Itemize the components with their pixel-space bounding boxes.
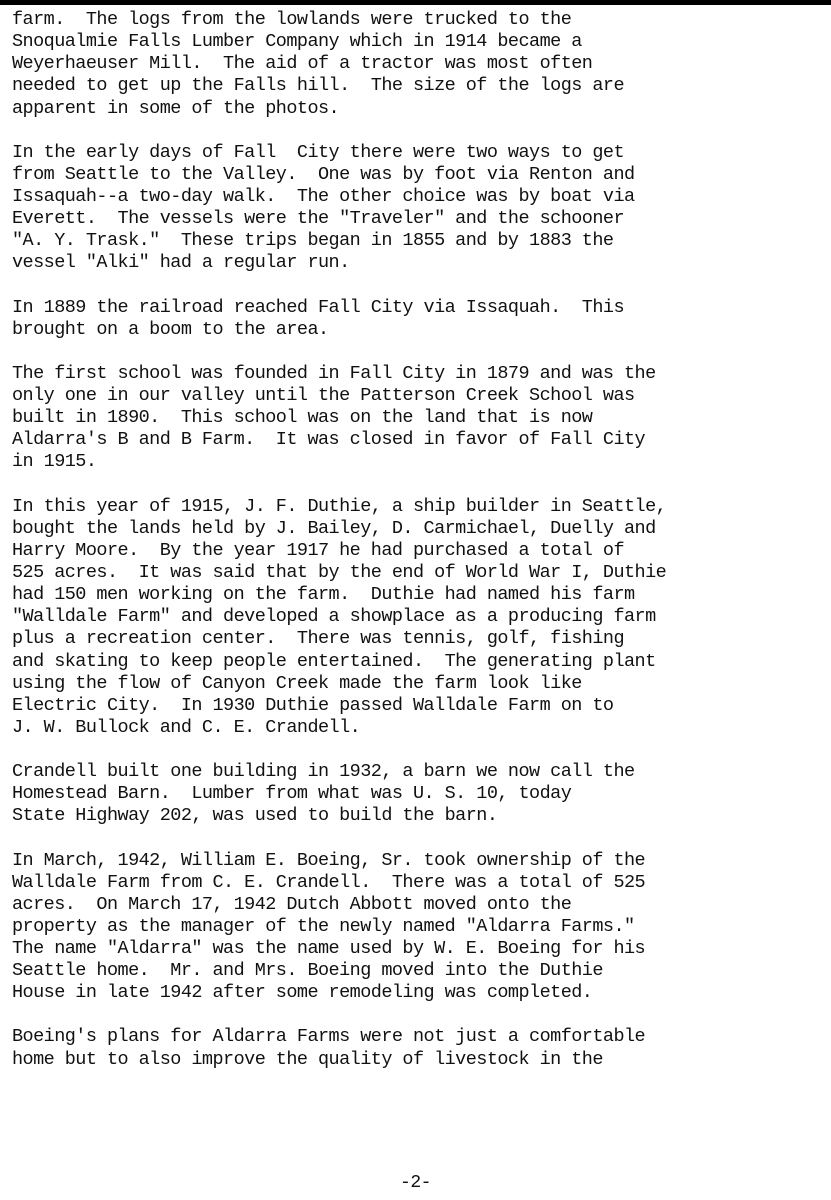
text-line: built in 1890. This school was on the land that is now — [12, 407, 593, 429]
page-number: -2- — [400, 1173, 431, 1193]
text-line: J. W. Bullock and C. E. Crandell. — [12, 716, 361, 738]
text-line: 525 acres. It was said that by the end of World War I, Duthie — [12, 561, 667, 583]
text-line: from Seattle to the Valley. One was by foot via Renton and — [12, 163, 635, 185]
scan-top-edge — [0, 0, 831, 5]
text-line: property as the manager of the newly named "Aldarra Farms." — [12, 915, 635, 937]
text-line: Walldale Farm from C. E. Crandell. There was a total of 525 — [12, 871, 646, 893]
text-line: State Highway 202, was used to build the barn. — [12, 805, 498, 827]
text-line: vessel "Alki" had a regular run. — [12, 252, 350, 274]
text-line: In the early days of Fall City there were two ways to get — [12, 141, 625, 163]
text-line: only one in our valley until the Patterson Creek School was — [12, 384, 635, 406]
paragraph-crandell — [12, 761, 827, 827]
text-line: In March, 1942, William E. Boeing, Sr. took ownership of the — [12, 849, 646, 871]
text-line: Crandell built one building in 1932, a barn we now call the — [12, 761, 635, 783]
text-line: Seattle home. Mr. and Mrs. Boeing moved into the Duthie — [12, 960, 603, 982]
text-line: House in late 1942 after some remodeling was completed. — [12, 982, 593, 1004]
document-page — [12, 9, 827, 1093]
text-line: Weyerhaeuser Mill. The aid of a tractor was most often — [12, 53, 593, 75]
text-line: Issaquah--a two-day walk. The other choice was by boat via — [12, 185, 635, 207]
text-line: Homestead Barn. Lumber from what was U. S. 10, today — [12, 783, 572, 805]
text-line: Electric City. In 1930 Duthie passed Walldale Farm on to — [12, 694, 614, 716]
text-line: Boeing's plans for Aldarra Farms were not just a comfortable — [12, 1026, 646, 1048]
text-line: apparent in some of the photos. — [12, 97, 340, 119]
text-line: farm. The logs from the lowlands were trucked to the — [12, 9, 572, 30]
text-line: The name "Aldarra" was the name used by W. E. Boeing for his — [12, 938, 646, 960]
text-line: and skating to keep people entertained. The generating plant — [12, 650, 656, 672]
text-line: using the flow of Canyon Creek made the farm look like — [12, 672, 582, 694]
text-line: Aldarra's B and B Farm. It was closed in favor of Fall City — [12, 429, 646, 451]
paragraph-railroad — [12, 297, 827, 341]
text-line: bought the lands held by J. Bailey, D. Carmichael, Duelly and — [12, 517, 656, 539]
paragraph-duthie — [12, 496, 827, 740]
text-line: The first school was founded in Fall City in 1879 and was the — [12, 362, 656, 384]
text-line: "A. Y. Trask." These trips began in 1855 and by 1883 the — [12, 230, 614, 252]
paragraph-travel — [12, 142, 827, 275]
text-line: home but to also improve the quality of livestock in the — [12, 1048, 603, 1070]
text-line: needed to get up the Falls hill. The size of the logs are — [12, 75, 625, 97]
text-line: Harry Moore. By the year 1917 he had purchased a total of — [12, 539, 625, 561]
text-line: in 1915. — [12, 451, 97, 473]
paragraph-school — [12, 363, 827, 474]
text-line: brought on a boom to the area. — [12, 318, 329, 340]
text-line: acres. On March 17, 1942 Dutch Abbott moved onto the — [12, 893, 572, 915]
text-line: had 150 men working on the farm. Duthie had named his farm — [12, 584, 635, 606]
paragraph-boeing — [12, 850, 827, 1005]
text-line: plus a recreation center. There was tennis, golf, fishing — [12, 628, 625, 650]
text-line: Snoqualmie Falls Lumber Company which in 1914 became a — [12, 31, 582, 53]
text-line: In 1889 the railroad reached Fall City via Issaquah. This — [12, 296, 625, 318]
text-line: Everett. The vessels were the "Traveler" and the schooner — [12, 208, 625, 230]
text-line: "Walldale Farm" and developed a showplace as a producing farm — [12, 606, 656, 628]
paragraph-logging — [12, 9, 827, 120]
text-line: In this year of 1915, J. F. Duthie, a ship builder in Seattle, — [12, 495, 667, 517]
paragraph-plans — [12, 1026, 827, 1070]
